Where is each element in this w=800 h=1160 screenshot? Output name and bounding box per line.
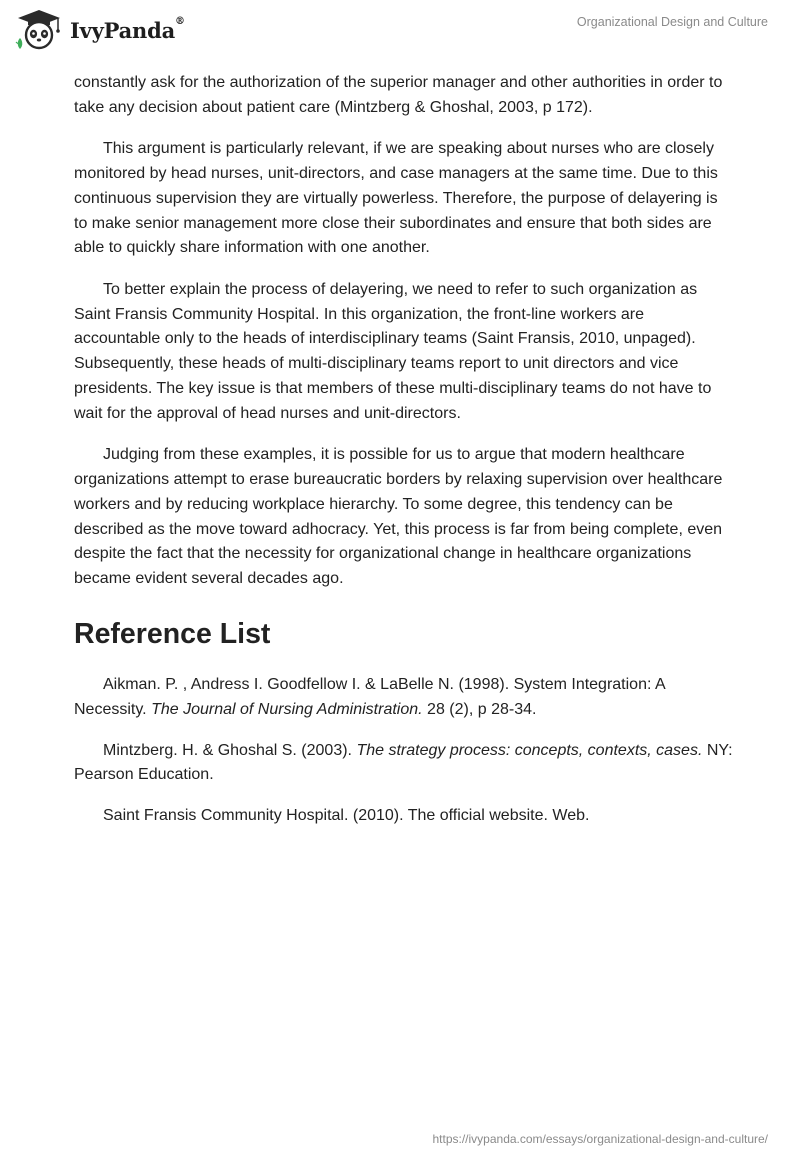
reference-item-mintzberg — [74, 739, 734, 789]
paragraph-2: This argument is particularly relevant, if we are speaking about nurses who are closely monitored by head nurses, unit-directors, and case managers at the same time. Due to this continuous supervision they are virtually powerless. Therefore, the purpose of delayering is to make senior management more close their subordinates and ensure that both sides are able to quickly share information with one another. — [74, 140, 718, 257]
reference-item-aikman — [74, 673, 734, 723]
ref-text: NY: Pearson Education. — [74, 741, 733, 784]
registered-mark: ® — [175, 15, 185, 27]
document-title: Organizational Design and Culture — [576, 15, 768, 29]
brand-logo[interactable] — [14, 8, 185, 52]
reference-item-saint-fransis: Saint Fransis Community Hospital. (2010). The official website. Web. — [103, 807, 590, 825]
essay-content — [74, 71, 734, 845]
panda-graduate-icon — [14, 8, 64, 52]
ref-journal: The Journal of Nursing Administration. — [151, 700, 423, 718]
ref-text: Mintzberg. H. & Ghoshal S. (2003). — [103, 741, 357, 759]
brand-name-text: IvyPanda — [70, 17, 176, 43]
page-header — [0, 0, 800, 70]
ref-text: Aikman. P. , Andress I. Goodfellow I. & LaBelle N. (1998). System Integration: A Necessity. — [74, 675, 665, 718]
paragraph-1: constantly ask for the authorization of the superior manager and other authorities in order to take any decision about patient care (Mintzberg & Ghoshal, 2003, p 172). — [74, 74, 723, 116]
paragraph-4: Judging from these examples, it is possible for us to argue that modern healthcare organizations attempt to erase bureaucratic borders by relaxing supervision over healthcare workers and by reducing workplace hierarchy. To some degree, this tendency can be described as the move toward adhocracy. Yet, this process is far from being complete, even despite the fact that the necessity for organizational change in healthcare organizations became evident several decades ago. — [74, 446, 723, 588]
ref-text: 28 (2), p 28-34. — [422, 700, 537, 718]
reference-list-heading: Reference List — [74, 617, 271, 650]
paragraph-3: To better explain the process of delayering, we need to refer to such organization as Saint Fransis Community Hospital. In this organization, the front-line workers are accountable only to the heads of interdisciplinary teams (Saint Fransis, 2010, unpaged). Subsequently, these heads of multi-disciplinary teams report to unit directors and vice presidents. The key issue is that members of these multi-disciplinary teams do not have to wait for the approval of head nurses and unit-directors. — [74, 280, 712, 422]
source-url[interactable]: https://ivypanda.com/essays/organizational-design-and-culture/ — [432, 1132, 768, 1146]
ref-book-title: The strategy process: concepts, contexts, cases. — [356, 741, 703, 759]
brand-name — [70, 15, 185, 43]
